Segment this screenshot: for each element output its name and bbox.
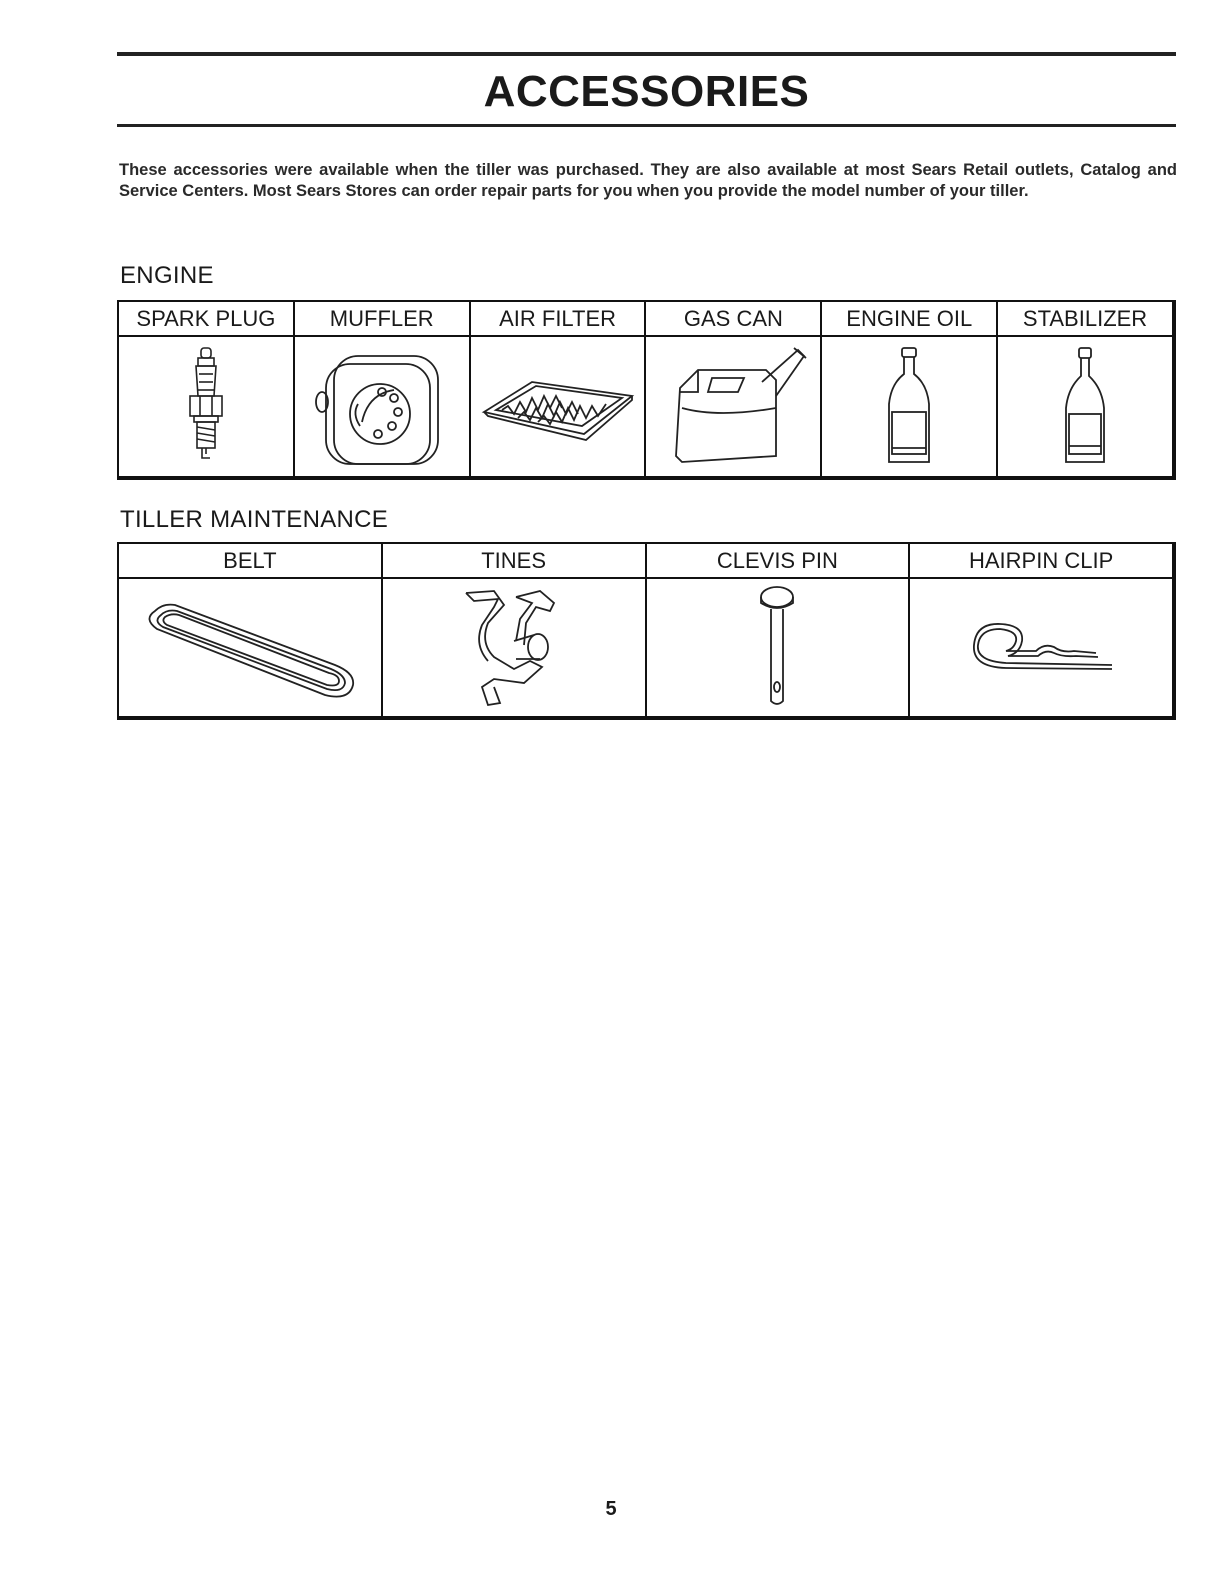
hairpin-clip-icon [966,613,1116,683]
page-number: 5 [605,1498,617,1520]
engine-item-label: ENGINE OIL [822,302,996,337]
page-title: ACCESSORIES [483,67,810,116]
tiller-maintenance-heading: TILLER MAINTENANCE [120,506,389,533]
engine-item-label: GAS CAN [646,302,820,337]
spark-plug-icon [176,344,236,469]
top-rule [117,52,1176,56]
intro-paragraph: These accessories were available when the tiller was purchased. They are also available at most Sears Retail outlets, Catalog and Service Centers. Most Sears Stores can order repair parts for you when you provide the model number of your tiller. [119,161,1177,200]
maintenance-item-clevis-pin [647,544,911,716]
engine-item-engine-oil [822,302,998,476]
engine-heading: ENGINE [120,262,214,289]
engine-item-gas-can [646,302,822,476]
maintenance-item-hairpin-clip [910,544,1172,716]
oil-bottle-icon [879,344,939,469]
maintenance-item-label: BELT [119,544,381,579]
engine-item-label: STABILIZER [998,302,1172,337]
maintenance-item-label: HAIRPIN CLIP [910,544,1172,579]
engine-item-label: SPARK PLUG [119,302,293,337]
engine-item-muffler [295,302,471,476]
maintenance-item-belt [119,544,383,716]
maintenance-item-label: CLEVIS PIN [647,544,909,579]
engine-item-spark-plug [119,302,295,476]
engine-item-label: MUFFLER [295,302,469,337]
clevis-pin-icon [747,583,807,713]
tiller-maintenance-table [117,542,1176,720]
belt-icon [135,593,365,703]
air-filter-icon [478,362,638,452]
engine-accessories-table [117,300,1176,480]
stabilizer-bottle-icon [1055,344,1115,469]
engine-item-label: AIR FILTER [471,302,645,337]
title-underline [117,124,1176,127]
maintenance-item-tines [383,544,647,716]
engine-item-stabilizer [998,302,1172,476]
gas-can-icon [658,344,808,469]
engine-item-air-filter [471,302,647,476]
maintenance-item-label: TINES [383,544,645,579]
tine-icon [454,583,574,713]
muffler-icon [312,342,452,472]
